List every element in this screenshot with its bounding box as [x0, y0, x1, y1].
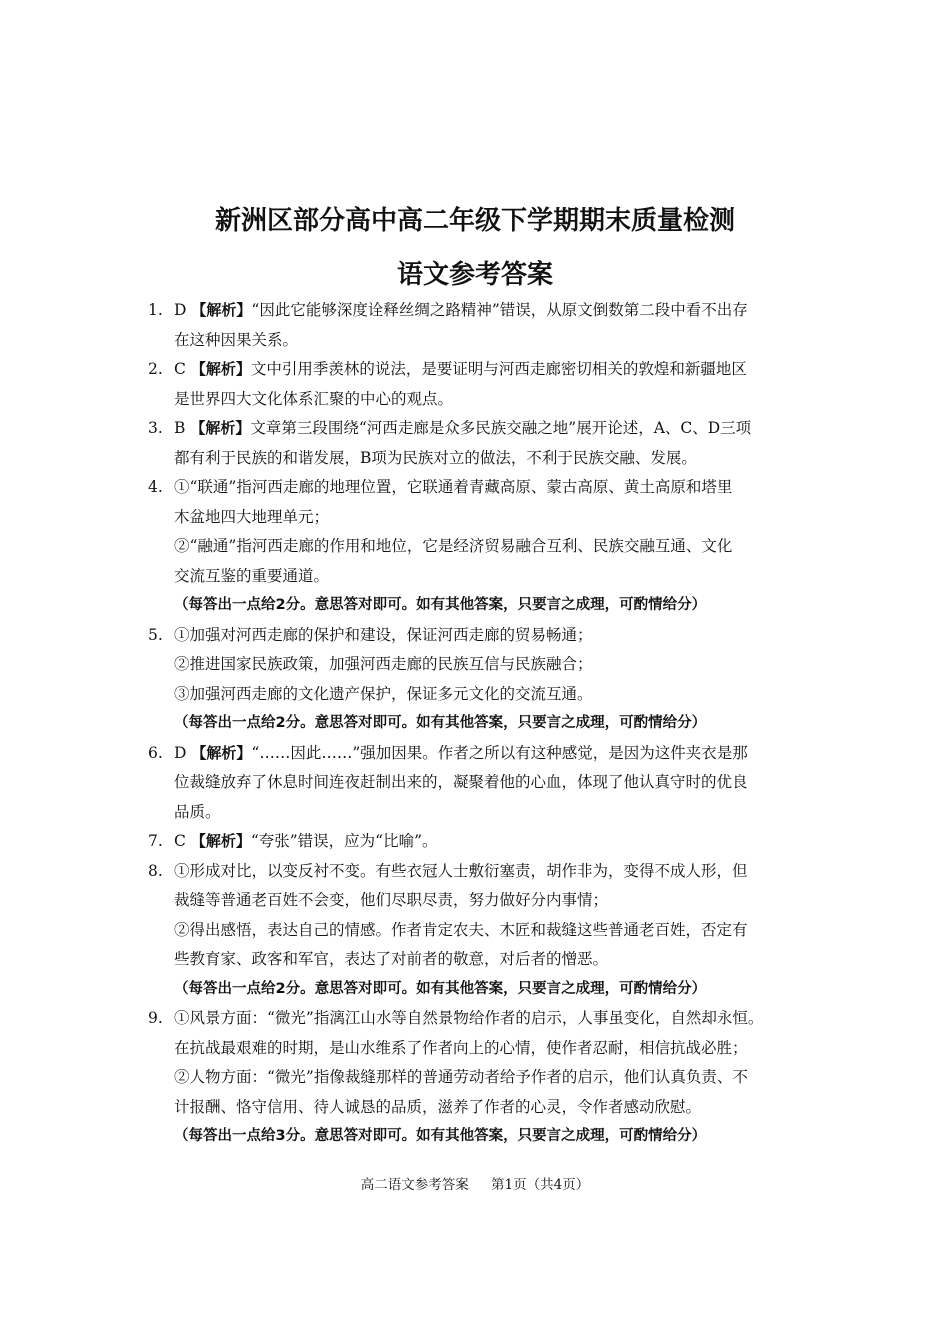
answer-line [174, 414, 808, 444]
scoring-note: （每答出一点给2分。意思答对即可。如有其他答案，只要言之成理，可酌情给分） [174, 980, 707, 997]
answer-choice: C [174, 360, 186, 378]
answer-text: 都有利于民族的和谐发展，B项为民族对立的做法，不利于民族交融、发展。 [174, 448, 697, 467]
item-number: 5. [148, 625, 163, 644]
analysis-tag: 【解析】 [191, 743, 252, 762]
footer-page-number: 第1页（共4页） [491, 1177, 590, 1193]
item-number: 3. [148, 419, 163, 437]
item-number: 7. [148, 832, 163, 850]
analysis-tag: 【解析】 [191, 301, 252, 319]
answer-text: “因此它能够深度诠释丝绸之路精神”错误，从原文倒数第二段中看不出存 [251, 301, 748, 319]
footer-doc-name: 高二语文参考答案 [360, 1177, 469, 1193]
answer-choice: D [174, 743, 187, 762]
answer-text: ②推进国家民族政策，加强河西走廊的民族互信与民族融合； [174, 655, 593, 673]
answer-text: ②“融通”指河西走廊的作用和地位，它是经济贸易融合互利、民族交融互通、文化 [174, 537, 733, 555]
answer-item [148, 414, 808, 473]
item-number: 1. [148, 301, 163, 319]
answer-line [174, 857, 808, 887]
page-footer [0, 1173, 950, 1193]
answer-text: 位裁缝放弃了休息时间连夜赶制出来的，凝聚着他的心血，体现了他认真守时的优良 [174, 773, 748, 791]
answer-choice: D [174, 301, 187, 319]
answer-line [174, 296, 808, 326]
answer-item [148, 827, 808, 857]
answer-text: 些教育家、政客和军官，表达了对前者的敬意，对后者的憎恶。 [174, 950, 609, 968]
answer-text: 品质。 [174, 802, 221, 821]
analysis-tag: 【解析】 [190, 360, 251, 378]
answer-text: ①“联通”指河西走廊的地理位置，它联通着青藏高原、蒙古高原、黄土高原和塔里 [174, 478, 733, 496]
answer-line [174, 680, 808, 710]
answer-text: ②人物方面：“微光”指像裁缝那样的普通劳动者给予作者的启示，他们认真负责、不 [174, 1068, 748, 1086]
answer-line [174, 326, 808, 356]
answer-line [174, 444, 808, 474]
answer-item [148, 296, 808, 355]
answer-item [148, 739, 808, 828]
answer-line [174, 621, 808, 651]
answer-line [174, 562, 808, 592]
answer-text: 是世界四大文化体系汇聚的中心的观点。 [174, 389, 454, 408]
answer-text: ③加强河西走廊的文化遗产保护，保证多元文化的交流互通。 [174, 684, 593, 703]
answer-text: 木盆地四大地理单元； [174, 507, 330, 526]
answer-line [174, 916, 808, 946]
answer-text: 在抗战最艰难的时期，是山水维系了作者向上的心情，使作者忍耐，相信抗战必胜； [174, 1038, 748, 1057]
answer-text: ①加强对河西走廊的保护和建设，保证河西走廊的贸易畅通； [174, 625, 593, 644]
answer-line [174, 827, 808, 857]
analysis-tag: 【解析】 [190, 419, 251, 437]
answer-text: 文中引用季羡林的说法，是要证明与河西走廊密切相关的敦煌和新疆地区 [250, 360, 747, 378]
answer-text: ②得出感悟，表达自己的情感。作者肯定农夫、木匠和裁缝这些普通老百姓，否定有 [174, 920, 748, 939]
answer-item [148, 621, 808, 739]
answer-text: 在这种因果关系。 [174, 330, 299, 349]
answer-text: ①形成对比，以变反衬不变。有些衣冠人士敷衍塞责，胡作非为，变得不成人形，但 [174, 861, 748, 880]
item-number: 9. [148, 1009, 163, 1027]
answer-item [148, 355, 808, 414]
answer-text: ①风景方面：“微光”指漓江山水等自然景物给作者的启示，人事虽变化，自然却永恒。 [174, 1009, 764, 1027]
answer-line [174, 886, 808, 916]
answer-list [148, 296, 808, 1152]
item-number: 4. [148, 478, 163, 496]
answer-item [148, 1004, 808, 1152]
answer-item [148, 473, 808, 621]
answer-line [174, 1034, 808, 1064]
answer-line [174, 532, 808, 562]
answer-choice: C [174, 832, 186, 850]
scoring-note: （每答出一点给2分。意思答对即可。如有其他答案，只要言之成理，可酌情给分） [174, 597, 707, 613]
answer-line [174, 739, 808, 769]
answer-text: “……因此……”强加因果。作者之所以有这种感觉，是因为这件夹衣是那 [251, 743, 748, 762]
answer-line [174, 650, 808, 680]
answer-line [174, 385, 808, 415]
scoring-note: （每答出一点给2分。意思答对即可。如有其他答案，只要言之成理，可酌情给分） [174, 715, 707, 731]
answer-line [174, 503, 808, 533]
page-subtitle: 语文参考答案 [396, 260, 553, 290]
answer-text: “夸张”错误，应为“比喻”。 [250, 832, 438, 850]
answer-line [174, 473, 808, 503]
analysis-tag: 【解析】 [190, 832, 251, 850]
answer-item [148, 857, 808, 1005]
answer-line [174, 1004, 808, 1034]
answer-line [174, 945, 808, 975]
answer-choice: B [174, 419, 186, 437]
item-number: 8. [148, 861, 163, 880]
answer-text: 计报酬、恪守信用、待人诚恳的品质，滋养了作者的心灵，令作者感动欣慰。 [174, 1097, 702, 1116]
answer-line [174, 355, 808, 385]
item-number: 6. [148, 743, 163, 762]
scoring-note: （每答出一点给3分。意思答对即可。如有其他答案，只要言之成理，可酌情给分） [174, 1128, 707, 1144]
answer-text: 文章第三段围绕“河西走廊是众多民族交融之地”展开论述，A、C、D三项 [250, 419, 752, 437]
item-number: 2. [148, 360, 163, 378]
answer-line [174, 1093, 808, 1123]
answer-line [174, 768, 808, 798]
answer-text: 裁缝等普通老百姓不会变，他们尽职尽责，努力做好分内事情； [174, 891, 609, 909]
page-title: 新洲区部分高中高二年级下学期期末质量检测 [214, 206, 735, 236]
answer-text: 交流互鉴的重要通道。 [174, 566, 330, 585]
answer-line [174, 798, 808, 828]
answer-line [174, 1063, 808, 1093]
